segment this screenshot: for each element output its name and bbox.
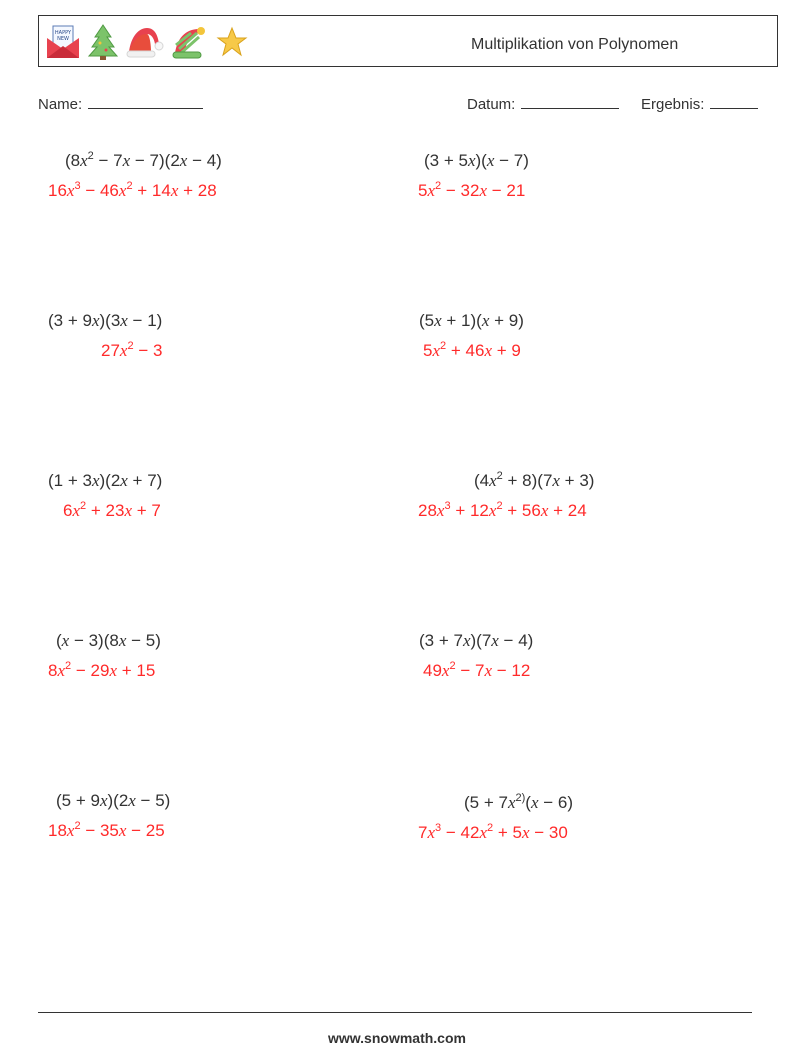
answer-1: $16x^3 - 46x^2 + 14x + 28$ [48,180,217,200]
answer-7: $8x^2 - 29x + 15$ [48,660,156,680]
name-blank [88,94,203,109]
date-blank [521,94,619,109]
name-label: Name: [38,96,83,113]
problem-6: $(4x^2 + 8)(7x + 3)$ [474,470,595,490]
problem-9: (5 + 9x)(2x − 5) [56,791,171,810]
problem-7: (x − 3)(8x − 5) [56,631,161,650]
christmas-tree-icon [87,23,119,61]
problem-1: $(8x^2 - 7x - 7)(2x - 4)$ [65,150,222,170]
footer-rule [38,1012,752,1013]
name-field [38,94,203,113]
elf-hat-icon [171,23,209,61]
answer-5: $6x^2 + 23x + 7$ [63,500,161,520]
result-field [641,94,758,113]
problem-8: (3 + 7x)(7x − 4) [419,631,534,650]
answer-8: $49x^2 - 7x - 12$ [423,660,531,680]
footer-url[interactable]: www.snowmath.com [328,1030,466,1046]
answer-10: $7x^3 - 42x^2 + 5x - 30$ [418,822,568,842]
result-blank [710,94,758,109]
answer-3: $27x^2 - 3$ [101,340,163,360]
svg-text:HAPPY: HAPPY [54,30,72,36]
answer-9: $18x^2 - 35x - 25$ [48,820,165,840]
envelope-icon [45,24,81,60]
problem-5: (1 + 3x)(2x + 7) [48,471,163,490]
result-label: Ergebnis: [641,96,705,113]
santa-hat-icon [125,24,165,60]
problem-4: (5x + 1)(x + 9) [419,311,524,330]
header-icons [45,22,249,62]
date-label: Datum: [467,96,516,113]
problem-3: (3 + 9x)(3x − 1) [48,311,163,330]
svg-text:NEW: NEW [57,36,69,42]
worksheet-title: Multiplikation von Polynomen [471,36,679,53]
answer-4: $5x^2 + 46x + 9$ [423,340,521,360]
worksheet-header [38,15,778,67]
answer-6: $28x^3 + 12x^2 + 56x + 24$ [418,500,587,520]
problem-10: ($5 + 7x^{2)}(x - 6)$ [464,792,573,812]
problem-2: (3 + 5x)(x − 7) [424,151,529,170]
date-field [467,94,619,113]
star-icon [215,25,249,59]
answer-2: $5x^2 - 32x - 21$ [418,180,526,200]
